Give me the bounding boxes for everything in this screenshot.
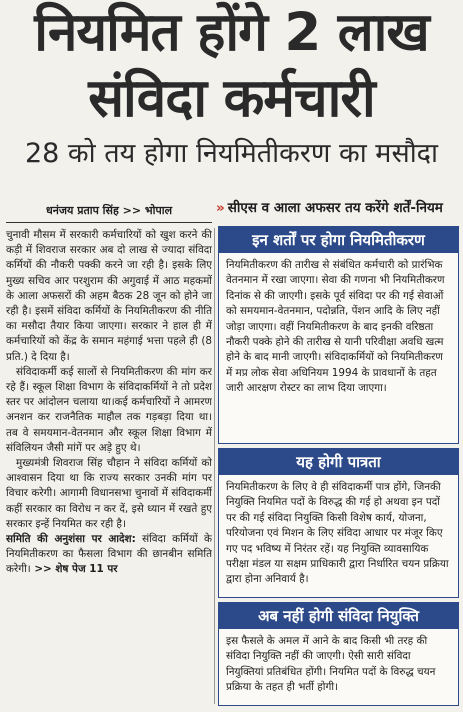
box-conditions [218, 226, 459, 444]
paragraph-4 [6, 532, 212, 578]
paragraph-3: मुख्यमंत्री शिवराज सिंह चौहान ने संविदा कर्मियों को आश्वासन दिया था कि राज्य सरकार उनकी मांग पर विचार करेगी। आगामी विधानसभा चुनावों में संविदाकर्मी कहीं सरकार का विरोध न कर दें, इसे ध्यान में रखते हुए सरकार इन्हें नियमित कर रही है। [6, 457, 212, 530]
headline-line-2: संविदा कर्मचारी [88, 68, 375, 129]
box-no-contract [218, 602, 459, 706]
headline-subtitle: 28 को तय होगा नियमितीकरण का मसौदा [24, 138, 439, 169]
box-eligibility-text: नियमितीकरण के लिए वे ही संविदाकर्मी पात्र होंगे, जिनकी नियुक्ति नियमित पदों के विरुद्ध की गई हो अथवा इन पदों पर की गई संविदा नियुक्ति किसी विशेष कार्य, योजना, परियोजना एवं मिशन के लिए संविदा आधार पर मंजूर किए गए पद भविष्य में निरंतर रहें। यह नियुक्ति व्यावसायिक परीक्षा मंडल या सक्षम प्राधिकारी द्वारा निर्धारित चयन प्रक्रिया द्वारा होना अनिवार्य है। [226, 481, 449, 586]
paragraph-1: चुनावी मौसम में सरकारी कर्मचारियों को खुश करने की कड़ी में शिवराज सरकार अब दो लाख से ज्यादा संविदा कर्मियों की नौकरी पक्की करने जा रही है। इसके लिए मुख्य सचिव आर परशुराम की अगुवाई में आठ महकमों के आला अफसरों की अहम बैठक 28 जून को होने जा रही है। इसमें संविदा कर्मियों के नियमितीकरण की नीति का मसौदा तैयार किया जाएगा। सरकार ने हाल ही में कर्मचारियों को केंद्र के समान महंगाई भत्ता पहले ही (8 प्रति.) दे दिया है। [6, 229, 212, 363]
subheading-text: सीएस व आला अफसर तय करेंगे शर्तें-नियम [227, 200, 443, 216]
sidebar-boxes [218, 226, 459, 708]
box-conditions-title: इन शर्तों पर होगा नियमितीकरण [219, 227, 458, 253]
article-body [6, 228, 212, 706]
paragraph-4-lead: समिति की अनुशंसा पर आदेश: [6, 533, 136, 546]
box-conditions-text: नियमितीकरण की तारीख से संबंधित कर्मचारी को प्रारंभिक वेतनमान में रखा जाएगा। सेवा की गणना भी नियमितीकरण दिनांक से की जाएगी। इसके पूर्व संविदा पर की गई सेवाओं को समयमान-वेतनमान, पदोन्नति, पेंशन आदि के लिए नहीं जोड़ा जाएगा। वहीं नियमितीकरण के बाद इनकी वरिष्ठता नौकरी पक्के होने की तारीख से यानी परिवीक्षा अवधि खत्म होने के बाद मानी जाएगी। संविदाकर्मियों को नियमितीकरण में मप्र लोक सेवा अधिनियम 1994 के प्रावधानों के तहत जारी आरक्षण रोस्टर का लाभ दिया जाएगा। [226, 259, 445, 395]
column-divider [214, 228, 215, 704]
continued-link[interactable]: >> शेष पेज 11 पर [30, 563, 118, 576]
paragraph-4-text: संविदा कर्मियों के नियमितीकरण का फैसला विभाग की छानबीन समिति करेगी। [6, 533, 212, 576]
box-no-contract-title: अब नहीं होगी संविदा नियुक्ति [219, 603, 458, 629]
subheading [216, 196, 460, 220]
paragraph-2: संविदाकर्मी कई सालों से नियमितीकरण की मांग कर रहे हैं। स्कूल शिक्षा विभाग के संविदाकर्मियों ने तो प्रदेश स्तर पर आंदोलन चलाया था।कई कर्मचारियों ने आमरण अनशन कर राजनैतिक माहौल तक गड़बड़ा दिया था। तब वे समयमान-वेतनमान और स्कूल शिक्षा विभाग में संविलियन जैसी मांगें पर अड़े हुए थे। [6, 365, 212, 454]
box-eligibility-title: यह होगी पात्रता [219, 449, 458, 475]
box-eligibility [218, 448, 459, 598]
headline-line-1: नियमित होंगे 2 लाख [34, 2, 429, 63]
chevron-right-icon: » [216, 200, 225, 216]
box-no-contract-text: इस फैसले के अमल में आने के बाद किसी भी तरह की संविदा नियुक्ति नहीं की जाएगी। ऐसी सारी संविदा नियुक्तियां प्रतिबंधित होंगी। नियमित पदों के विरुद्ध चयन प्रक्रिया के तहत ही भर्ती होगी। [226, 635, 436, 694]
byline: धनंजय प्रताप सिंह >> भोपाल [6, 200, 212, 223]
